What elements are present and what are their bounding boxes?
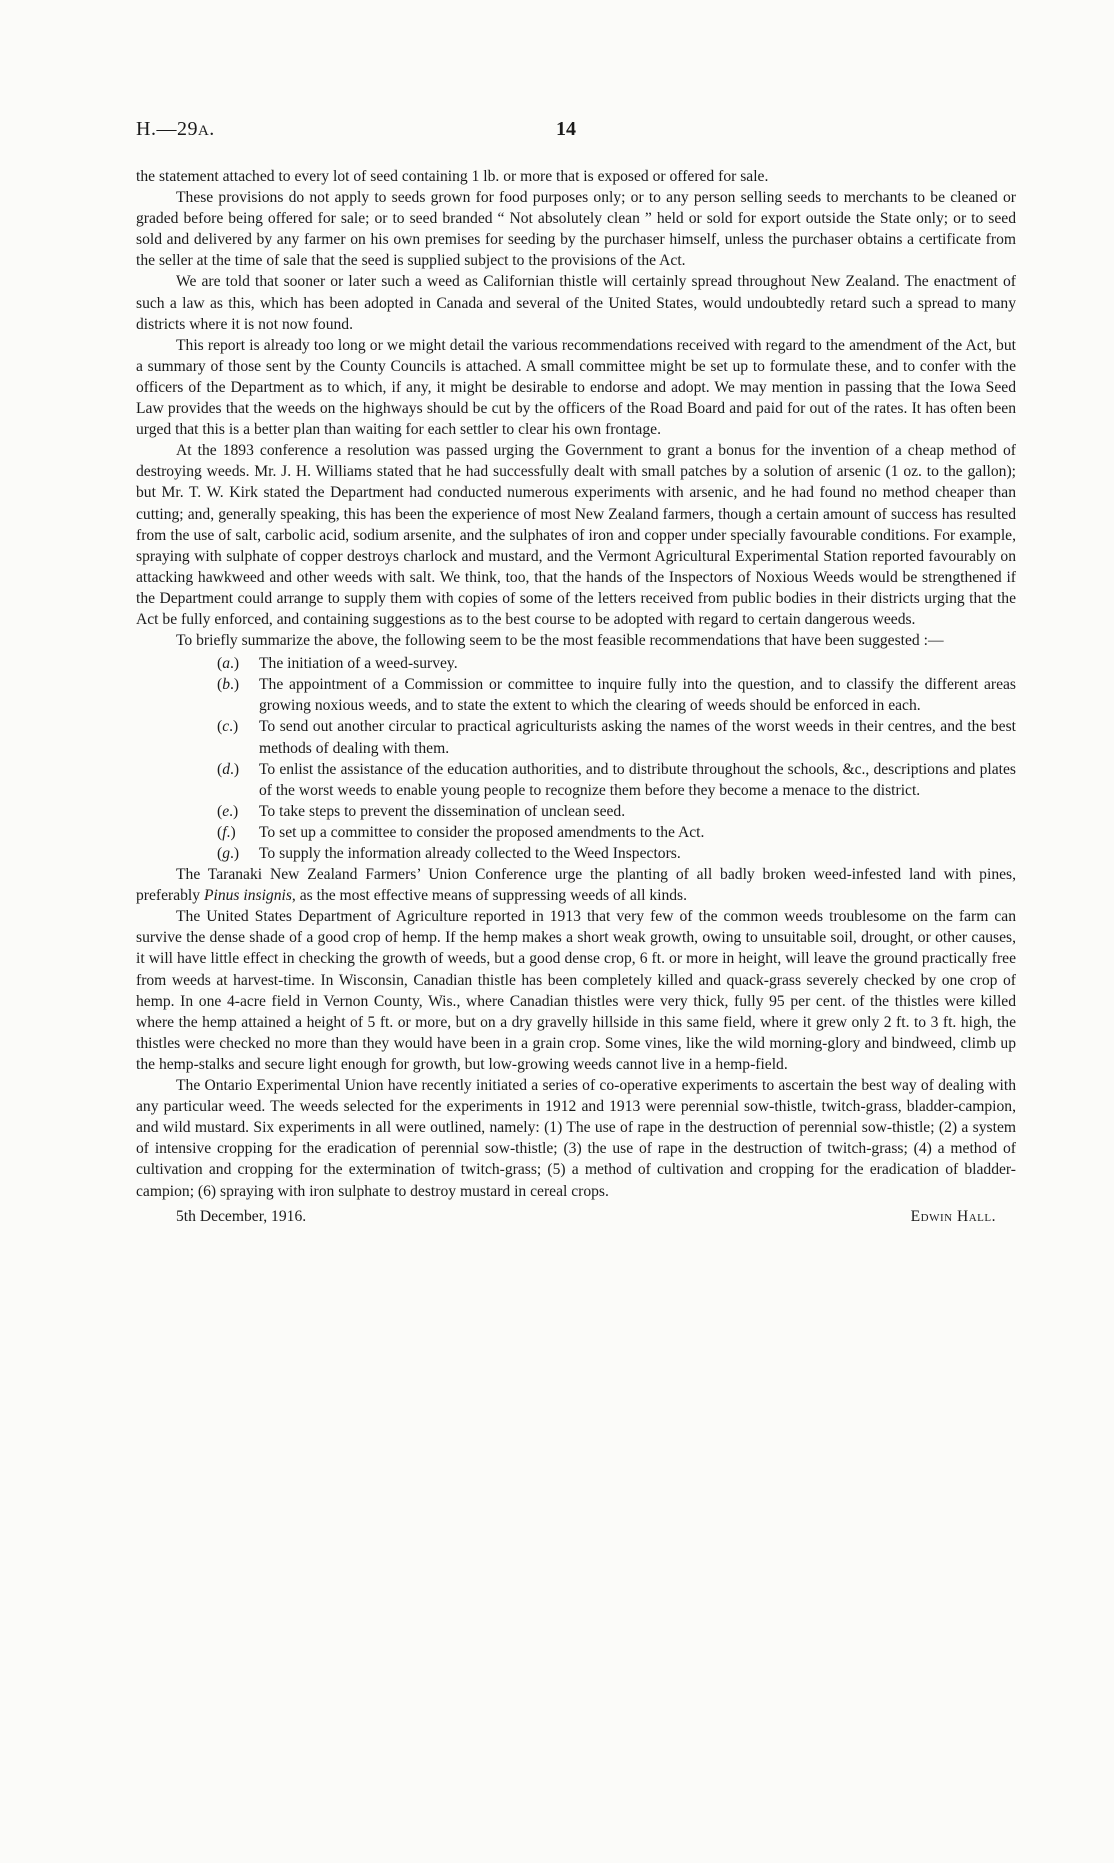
list-item: (c.) To send out another circular to practical agriculturists asking the names of the worst weeds in their centres, and the best methods of dealing with them. [217,718,1016,757]
paragraph-1893-conference: At the 1893 conference a resolution was passed urging the Government to grant a bonus for the invention of a cheap method of destroying weeds. Mr. J. H. Williams stated that he had successfully dealt with small patches by a solution of arsenic (1 oz. to the gallon); but Mr. T. W. Kirk stated the Department had conducted numerous experiments with arsenic, and he had found no method cheaper than cutting; and, generally speaking, this has been the experience of most New Zealand farmers, though a certain amount of success has resulted from the use of salt, carbolic acid, sodium arsenite, and the sulphates of iron and copper under specially favourable conditions. For example, spraying with sulphate of copper destroys charlock and mustard, and the Vermont Agricultural Experimental Station reported favourably on attacking hawkweed and other weeds with salt. We think, too, that the hands of the Inspectors of Noxious Weeds would be strengthened if the Department could arrange to supply them with copies of some of the letters received from public bodies in their districts urging that the Act be fully enforced, and containing suggestions as to the best course to be adopted with regard to certain dangerous weeds. [136,442,1016,628]
document-reference: H.—29A. [136,118,215,140]
page-number: 14 [556,118,576,140]
paragraph-summary-intro: To briefly summarize the above, the following seem to be the most feasible recommendations that have been suggested :— [176,632,944,650]
paragraph-seed-statement: the statement attached to every lot of seed containing 1 lb. or more that is exposed or offered for sale. [136,168,769,185]
species-name: Pinus insignis [203,887,292,905]
report-body [136,166,1016,1230]
list-item: (f.) To set up a committee to consider the proposed amendments to the Act. [217,823,705,841]
list-item: (e.) To take steps to prevent the dissemination of unclean seed. [217,802,626,820]
list-item: (b.) The appointment of a Commission or committee to inquire fully into the question, and to classify the different areas growing noxious weeds, and to state the extent to which the clearing of weeds should be enforced in each. [217,676,1016,715]
list-item: (g.) To supply the information already collected to the Weed Inspectors. [217,845,681,862]
recommendations-list [136,653,1016,864]
report-date: 5th December, 1916. [176,1207,307,1225]
paragraph-ontario: The Ontario Experimental Union have recently initiated a series of co-operative experiments to ascertain the best way of dealing with any particular weed. The weeds selected for the experiments in 1912 and 1913 were perennial sow-thistle, twitch-grass, bladder-campion, and wild mustard. Six experiments in all were outlined, namely: (1) The use of rape in the destruction of perennial sow-thistle; (2) a system of intensive cropping for the eradication of perennial sow-thistle; (3) the use of rape in the destruction of twitch-grass; (4) a method of cultivation and cropping for the extermination of twitch-grass; (5) a method of cultivation and cropping for the eradication of bladder-campion; (6) spraying with iron sulphate to destroy mustard in cereal crops. [136,1077,1016,1200]
list-item: (d.) To enlist the assistance of the education authorities, and to distribute throughout the schools, &c., descriptions and plates of the worst weeds to enable young people to recognize them before they become a menace to the district. [217,760,1016,799]
page-header [136,118,1016,150]
report-author: Edwin Hall. [910,1207,996,1225]
signature-line [136,1206,1016,1230]
paragraph-californian-thistle: We are told that sooner or later such a weed as Californian thistle will certainly spread throughout New Zealand. The enactment of such a law as this, which has been adopted in Canada and several of the United States, would undoubtedly retard such a spread to many districts where it is not now found. [136,273,1016,333]
paragraph-exemptions: These provisions do not apply to seeds grown for food purposes only; or to any person selling seeds to merchants to be cleaned or graded before being offered for sale; or to seed branded “ Not absolutely clean ” held or sold for export outside the State only; or to seed sold and delivered by any farmer on his own premises for seeding by the purchaser himself, unless the purchaser obtains a certificate from the seller at the time of sale that the seed is supplied subject to the provisions of the Act. [136,189,1016,270]
paragraph-hemp: The United States Department of Agriculture reported in 1913 that very few of the common weeds troublesome on the farm can survive the dense shade of a good crop of hemp. If the hemp makes a short weak growth, owing to unsuitable soil, drought, or other causes, it will have little effect in checking the growth of weeds, but a good dense crop, 6 ft. or more in height, will leave the ground practically free from weeds at harvest-time. In Wisconsin, Canadian thistle has been completely killed and quack-grass severely checked by one crop of hemp. In one 4-acre field in Vernon County, Wis., where Canadian thistles were very thick, fully 95 per cent. of the thistles were killed where the hemp attained a height of 5 ft. or more, but on a dry gravelly hillside in this same field, where it grew only 2 ft. to 3 ft. high, the thistles were checked no more than they would have been in a grain crop. Some vines, like the wild morning-glory and bindweed, climb up the hemp-stalks and secure light enough for growth, but low-growing weeds cannot live in a hemp-field. [136,908,1016,1073]
paragraph-amendments: This report is already too long or we might detail the various recommendations received with regard to the amendment of the Act, but a summary of those sent by the County Councils is attached. A small committee might be set up to formulate these, and to confer with the officers of the Department as to which, if any, it might be desirable to endorse and adopt. We may mention in passing that the Iowa Seed Law provides that the weeds on the highways should be cut by the officers of the Road Board and paid for out of the rates. It has often been urged that this is a better plan than waiting for each settler to clear his own frontage. [136,336,1016,439]
paragraph-taranaki: The Taranaki New Zealand Farmers’ Union Conference urge the planting of all badly broken weed-infested land with pines, preferably Pinus insignis, as the most effective means of suppressing weeds of all kinds. [136,866,1016,905]
list-item: (a.) The initiation of a weed-survey. [217,655,458,673]
